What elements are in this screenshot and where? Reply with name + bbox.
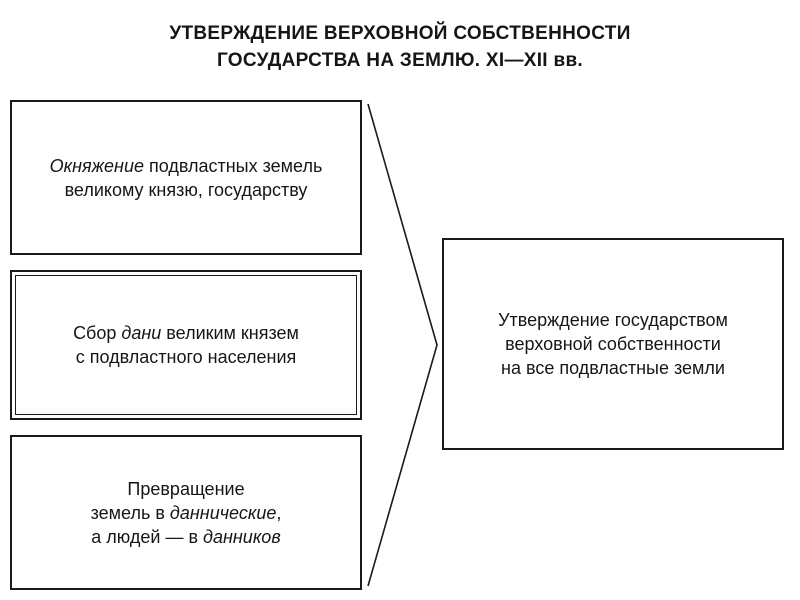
diagram-title: [0, 20, 800, 74]
box-tribute-line-2: с подвластного населения: [75, 347, 297, 367]
box-transformation: [10, 435, 362, 590]
box-ownership-line-3: на все подвластные земли: [501, 358, 725, 378]
box-enfeoffment: [10, 100, 362, 255]
box-supreme-ownership: [442, 238, 784, 450]
box-tribute-line-1-pre: Сбор: [73, 323, 122, 343]
title-line-1: УТВЕРЖДЕНИЕ ВЕРХОВНОЙ СОБСТВЕННОСТИ: [169, 23, 631, 44]
box-transformation-line-2: [91, 501, 282, 525]
box-tribute-line-1-rest: великим князем: [161, 323, 299, 343]
box-tribute-line-1: [73, 321, 299, 345]
box-enfeoffment-line-1: [50, 154, 323, 178]
box-enfeoffment-line-1-rest: подвластных земель: [143, 155, 323, 176]
arrow-outline: [368, 104, 437, 586]
box-enfeoffment-line-2: великому князю, государству: [64, 179, 308, 200]
term-tributary-lands: даннические: [169, 502, 277, 523]
term-enfeoffment: Окняжение: [49, 155, 144, 176]
term-tribute: дани: [121, 323, 162, 343]
box-transformation-line-1: Превращение: [127, 478, 245, 499]
box-ownership-line-1: Утверждение государством: [498, 310, 728, 330]
box-transformation-line-3: [91, 525, 282, 549]
box-transformation-line-2-post: ,: [276, 502, 282, 523]
box-tribute-collection: [10, 270, 362, 420]
box-ownership-line-2: верховной собственности: [505, 334, 721, 354]
box-transformation-line-3-pre: а людей — в: [91, 526, 204, 547]
term-tributaries: данников: [203, 526, 281, 547]
title-line-2: ГОСУДАРСТВА НА ЗЕМЛЮ. XI—XII вв.: [216, 50, 584, 71]
box-transformation-line-2-pre: земель в: [90, 502, 170, 523]
